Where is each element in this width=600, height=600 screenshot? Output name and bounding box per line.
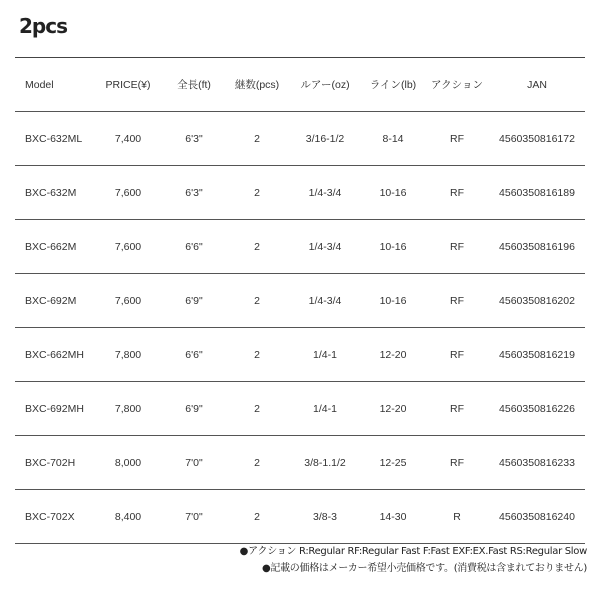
table-row <box>15 112 585 166</box>
cell-length: 6'6" <box>163 328 225 382</box>
cell-model: BXC-632M <box>15 166 93 220</box>
cell-lure: 1/4-3/4 <box>289 166 361 220</box>
cell-jan: 4560350816172 <box>489 112 585 166</box>
cell-jan: 4560350816219 <box>489 328 585 382</box>
cell-lure: 1/4-1 <box>289 382 361 436</box>
table-row <box>15 382 585 436</box>
cell-price: 8,400 <box>93 490 163 544</box>
table-row <box>15 274 585 328</box>
column-header-lure: ルアー(oz) <box>289 58 361 112</box>
cell-length: 6'9" <box>163 382 225 436</box>
cell-price: 7,800 <box>93 382 163 436</box>
cell-length: 6'3" <box>163 166 225 220</box>
column-header-pieces: 継数(pcs) <box>225 58 289 112</box>
cell-line: 12-20 <box>361 382 425 436</box>
price-note: ●記載の価格はメーカー希望小売価格です。(消費税は含まれておりません) <box>261 563 587 574</box>
notes <box>240 543 587 577</box>
cell-model: BXC-702X <box>15 490 93 544</box>
spec-table <box>15 57 585 544</box>
page-heading: 2pcs <box>19 14 67 38</box>
column-header-action: アクション <box>425 58 489 112</box>
cell-length: 6'3" <box>163 112 225 166</box>
cell-length: 6'9" <box>163 274 225 328</box>
cell-action: RF <box>425 328 489 382</box>
action-legend-note: ●アクション R:Regular RF:Regular Fast F:Fast EXF:EX.Fast RS:Regular Slow <box>239 546 587 557</box>
cell-lure: 1/4-1 <box>289 328 361 382</box>
cell-pieces: 2 <box>225 328 289 382</box>
cell-pieces: 2 <box>225 382 289 436</box>
table-header-row <box>15 58 585 112</box>
cell-model: BXC-702H <box>15 436 93 490</box>
cell-action: RF <box>425 436 489 490</box>
cell-length: 7'0" <box>163 436 225 490</box>
cell-jan: 4560350816196 <box>489 220 585 274</box>
column-header-model: Model <box>15 58 93 112</box>
cell-line: 12-20 <box>361 328 425 382</box>
column-header-length: 全長(ft) <box>163 58 225 112</box>
cell-pieces: 2 <box>225 274 289 328</box>
cell-pieces: 2 <box>225 490 289 544</box>
cell-line: 10-16 <box>361 274 425 328</box>
cell-line: 10-16 <box>361 220 425 274</box>
cell-pieces: 2 <box>225 220 289 274</box>
table-row <box>15 220 585 274</box>
column-header-jan: JAN <box>489 58 585 112</box>
cell-price: 7,400 <box>93 112 163 166</box>
cell-pieces: 2 <box>225 436 289 490</box>
table-row <box>15 328 585 382</box>
cell-length: 7'0" <box>163 490 225 544</box>
cell-price: 8,000 <box>93 436 163 490</box>
table-body <box>15 112 585 544</box>
cell-action: R <box>425 490 489 544</box>
cell-price: 7,600 <box>93 274 163 328</box>
cell-model: BXC-632ML <box>15 112 93 166</box>
cell-pieces: 2 <box>225 166 289 220</box>
cell-jan: 4560350816202 <box>489 274 585 328</box>
cell-jan: 4560350816189 <box>489 166 585 220</box>
table-row <box>15 490 585 544</box>
cell-action: RF <box>425 274 489 328</box>
cell-price: 7,800 <box>93 328 163 382</box>
cell-action: RF <box>425 382 489 436</box>
cell-model: BXC-692MH <box>15 382 93 436</box>
cell-lure: 1/4-3/4 <box>289 274 361 328</box>
table-row <box>15 166 585 220</box>
cell-model: BXC-692M <box>15 274 93 328</box>
cell-action: RF <box>425 112 489 166</box>
cell-jan: 4560350816226 <box>489 382 585 436</box>
cell-price: 7,600 <box>93 166 163 220</box>
cell-lure: 1/4-3/4 <box>289 220 361 274</box>
column-header-line: ライン(lb) <box>361 58 425 112</box>
cell-model: BXC-662M <box>15 220 93 274</box>
cell-line: 8-14 <box>361 112 425 166</box>
cell-model: BXC-662MH <box>15 328 93 382</box>
cell-length: 6'6" <box>163 220 225 274</box>
cell-action: RF <box>425 220 489 274</box>
column-header-price: PRICE(¥) <box>93 58 163 112</box>
cell-line: 10-16 <box>361 166 425 220</box>
cell-price: 7,600 <box>93 220 163 274</box>
cell-pieces: 2 <box>225 112 289 166</box>
table-row <box>15 436 585 490</box>
cell-jan: 4560350816233 <box>489 436 585 490</box>
cell-lure: 3/8-3 <box>289 490 361 544</box>
cell-action: RF <box>425 166 489 220</box>
cell-line: 14-30 <box>361 490 425 544</box>
cell-jan: 4560350816240 <box>489 490 585 544</box>
cell-lure: 3/8-1.1/2 <box>289 436 361 490</box>
cell-line: 12-25 <box>361 436 425 490</box>
cell-lure: 3/16-1/2 <box>289 112 361 166</box>
